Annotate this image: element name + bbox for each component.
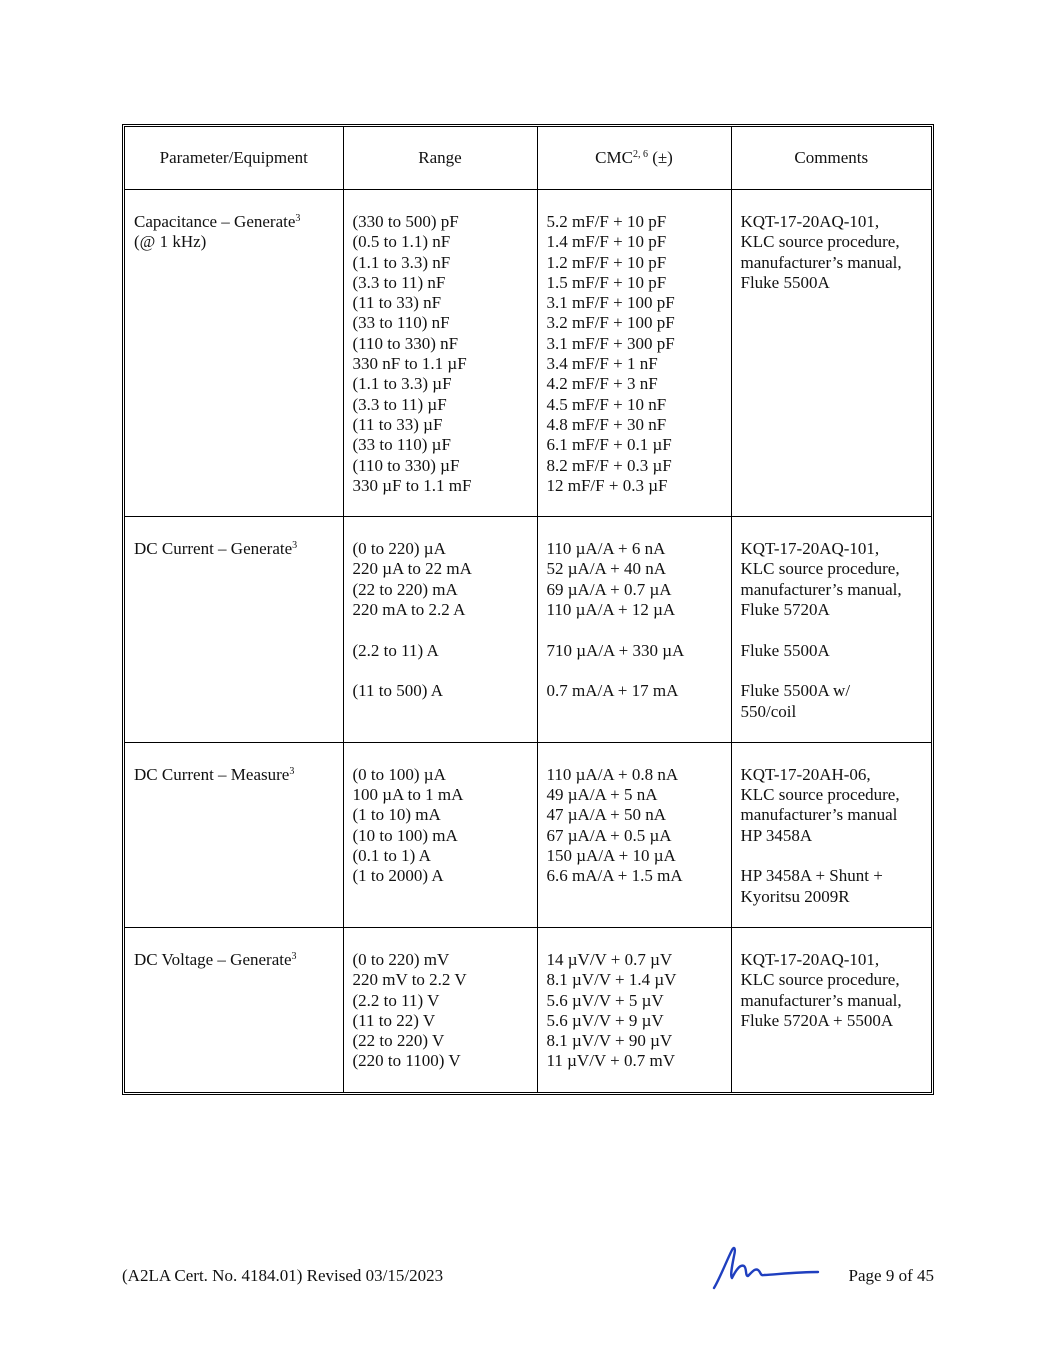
- param-line: [134, 950, 335, 970]
- comments-line: HP 3458A + Shunt +: [740, 866, 883, 886]
- param-footnote: 3: [295, 213, 301, 224]
- range-line: (11 to 22) V: [352, 1010, 436, 1030]
- comments-line: Fluke 5500A w/: [740, 681, 851, 701]
- range-line: (11 to 33) nF: [352, 293, 442, 313]
- comments-line: KQT-17-20AH-06,: [740, 764, 871, 784]
- param-footnote: 3: [292, 540, 298, 552]
- range-cell: [343, 927, 537, 1091]
- signature-stroke: [714, 1248, 818, 1288]
- param-line: [134, 765, 335, 785]
- range-line: (10 to 100) mA: [352, 825, 458, 845]
- cmc-line: 8.2 mF/F + 0.3 µF: [546, 455, 672, 475]
- cmc-line: 49 µA/A + 5 nA: [546, 785, 658, 805]
- cmc-line: 11 µV/V + 0.7 mV: [546, 1051, 675, 1071]
- cmc-line: 1.4 mF/F + 10 pF: [546, 232, 667, 252]
- range-line: 100 µA to 1 mA: [352, 785, 464, 805]
- comments-line: Fluke 5720A + 5500A: [740, 1010, 894, 1030]
- range-line: (110 to 330) nF: [352, 333, 459, 353]
- param-name: DC Current – Generate: [134, 539, 293, 559]
- comments-value: Fluke 5500A: [740, 640, 830, 660]
- range-line: (110 to 330) µF: [352, 455, 460, 475]
- cmc-cell: [537, 517, 731, 743]
- range-cell: [343, 190, 537, 517]
- cmc-line: 3.2 mF/F + 100 pF: [546, 313, 675, 333]
- header-cmc-label: CMC: [595, 147, 633, 167]
- range-line: (3.3 to 11) µF: [352, 394, 447, 414]
- table-header-row: [125, 127, 931, 190]
- header-cmc-footnote: 2, 6: [632, 148, 648, 160]
- param-footnote: 3: [291, 950, 297, 962]
- range-line: 220 mV to 2.2 V: [352, 970, 467, 990]
- cmc-line: 150 µA/A + 10 µA: [546, 846, 676, 866]
- comments-line: KLC source procedure,: [740, 232, 900, 252]
- cmc-line: 69 µA/A + 0.7 µA: [546, 579, 672, 599]
- range-line: (0.1 to 1) A: [352, 846, 431, 866]
- range-line: 330 nF to 1.1 µF: [352, 354, 467, 374]
- header-comments: Comments: [731, 127, 931, 190]
- range-line: (33 to 110) µF: [352, 435, 451, 455]
- comments-line: Kyoritsu 2009R: [740, 886, 850, 906]
- range-cell: [343, 517, 537, 743]
- comments-group: [741, 681, 924, 722]
- cmc-group: [547, 539, 723, 620]
- comments-line: KQT-17-20AQ-101,: [740, 949, 880, 969]
- cmc-line: 6.1 mF/F + 0.1 µF: [546, 435, 672, 455]
- comments-line: KQT-17-20AQ-101,: [740, 212, 880, 231]
- cmc-line: 14 µV/V + 0.7 µV: [546, 949, 673, 969]
- comments-cell: [731, 927, 931, 1091]
- range-line: (0 to 220) µA: [352, 539, 446, 559]
- comments-line: manufacturer’s manual,: [740, 252, 902, 272]
- range-cell: [343, 742, 537, 927]
- range-line: (0.5 to 1.1) nF: [352, 232, 451, 252]
- header-cmc: [537, 127, 731, 190]
- param-footnote: 3: [289, 765, 295, 777]
- cmc-line: 3.1 mF/F + 100 pF: [546, 293, 675, 313]
- param-cell: [125, 190, 343, 517]
- cmc-line: 1.2 mF/F + 10 pF: [546, 252, 667, 272]
- calibration-table: [125, 127, 931, 1092]
- comments-line: manufacturer’s manual: [740, 805, 898, 825]
- comments-group: [741, 866, 924, 907]
- cmc-line: 12 mF/F + 0.3 µF: [546, 475, 668, 495]
- comments-line: manufacturer’s manual,: [740, 579, 902, 599]
- range-line: (1 to 10) mA: [352, 805, 441, 825]
- range-value: (2.2 to 11) A: [352, 640, 439, 660]
- cmc-line: 1.5 mF/F + 10 pF: [546, 272, 667, 292]
- cmc-line: 4.5 mF/F + 10 nF: [546, 394, 667, 414]
- comments-line: HP 3458A: [740, 825, 813, 845]
- cmc-line: 5.6 µV/V + 9 µV: [546, 1010, 664, 1030]
- cmc-cell: [537, 927, 731, 1091]
- range-line: (0 to 100) µA: [352, 764, 446, 784]
- param-cell: [125, 742, 343, 927]
- param-cell: [125, 927, 343, 1091]
- comments-line: KLC source procedure,: [740, 785, 900, 805]
- range-line: 220 mA to 2.2 A: [352, 600, 466, 620]
- range-line: (2.2 to 11) V: [352, 990, 440, 1010]
- cmc-line: 110 µA/A + 6 nA: [546, 539, 666, 559]
- cmc-line: 52 µA/A + 40 nA: [546, 559, 666, 579]
- cmc-line: 4.8 mF/F + 30 nF: [546, 414, 667, 434]
- param-line: [134, 212, 335, 232]
- comments-cell: [731, 190, 931, 517]
- signature-mark: [710, 1244, 820, 1292]
- certificate-revision: (A2LA Cert. No. 4184.01) Revised 03/15/2023: [122, 1266, 444, 1285]
- range-line: (1.1 to 3.3) µF: [352, 374, 452, 394]
- comments-cell: [731, 742, 931, 927]
- comments-group: [741, 539, 924, 620]
- table-row: [125, 742, 931, 927]
- comments-line: KLC source procedure,: [740, 970, 900, 990]
- comments-line: Fluke 5720A: [740, 600, 830, 620]
- cmc-line: 110 µA/A + 0.8 nA: [546, 764, 679, 784]
- cmc-line: 5.2 mF/F + 10 pF: [546, 212, 667, 231]
- cmc-cell: [537, 190, 731, 517]
- cmc-line: 67 µA/A + 0.5 µA: [546, 825, 672, 845]
- cmc-value: 0.7 mA/A + 17 mA: [546, 681, 679, 701]
- comments-line: KLC source procedure,: [740, 559, 900, 579]
- range-line: (1 to 2000) A: [352, 866, 444, 886]
- cmc-value: 710 µA/A + 330 µA: [546, 640, 685, 660]
- range-line: (3.3 to 11) nF: [352, 272, 446, 292]
- param-line: [134, 539, 335, 559]
- param-name: Capacitance – Generate: [134, 212, 296, 231]
- range-line: (33 to 110) nF: [352, 313, 450, 333]
- cmc-line: 3.1 mF/F + 300 pF: [546, 333, 675, 353]
- range-group: [353, 539, 529, 620]
- range-line: (330 to 500) pF: [352, 212, 459, 231]
- calibration-table-frame: [122, 124, 934, 1095]
- comments-line: manufacturer’s manual,: [740, 990, 902, 1010]
- param-name: DC Voltage – Generate: [134, 949, 292, 969]
- cmc-line: 47 µA/A + 50 nA: [546, 805, 666, 825]
- cmc-cell: [537, 742, 731, 927]
- table-row: [125, 927, 931, 1091]
- param-name: DC Current – Measure: [134, 764, 290, 784]
- range-line: (22 to 220) V: [352, 1031, 445, 1051]
- cmc-line: 6.6 mA/A + 1.5 mA: [546, 866, 683, 886]
- cmc-line: 8.1 µV/V + 90 µV: [546, 1031, 673, 1051]
- cmc-line: 8.1 µV/V + 1.4 µV: [546, 970, 677, 990]
- comments-group: [741, 765, 924, 846]
- cmc-line: 110 µA/A + 12 µA: [546, 600, 676, 620]
- table-row: [125, 517, 931, 743]
- param-cell: [125, 517, 343, 743]
- cmc-line: 3.4 mF/F + 1 nF: [546, 354, 658, 374]
- page-number: Page 9 of 45: [848, 1266, 934, 1285]
- table-row: [125, 190, 931, 517]
- header-range: Range: [343, 127, 537, 190]
- header-parameter: Parameter/Equipment: [125, 127, 343, 190]
- comments-line: 550/coil: [740, 701, 797, 721]
- comments-line: Fluke 5500A: [740, 272, 830, 292]
- cmc-line: 5.6 µV/V + 5 µV: [546, 990, 664, 1010]
- range-line: 330 µF to 1.1 mF: [352, 475, 472, 495]
- range-line: (0 to 220) mV: [352, 949, 450, 969]
- header-cmc-suffix: (±): [647, 147, 673, 167]
- comments-cell: [731, 517, 931, 743]
- range-line: (220 to 1100) V: [352, 1051, 461, 1071]
- range-line: (22 to 220) mA: [352, 579, 458, 599]
- comments-line: KQT-17-20AQ-101,: [740, 539, 880, 559]
- param-condition: (@ 1 kHz): [134, 232, 207, 252]
- range-line: (11 to 33) µF: [352, 414, 443, 434]
- range-value: (11 to 500) A: [352, 681, 444, 701]
- cmc-line: 4.2 mF/F + 3 nF: [546, 374, 658, 394]
- range-line: 220 µA to 22 mA: [352, 559, 472, 579]
- range-line: (1.1 to 3.3) nF: [352, 252, 451, 272]
